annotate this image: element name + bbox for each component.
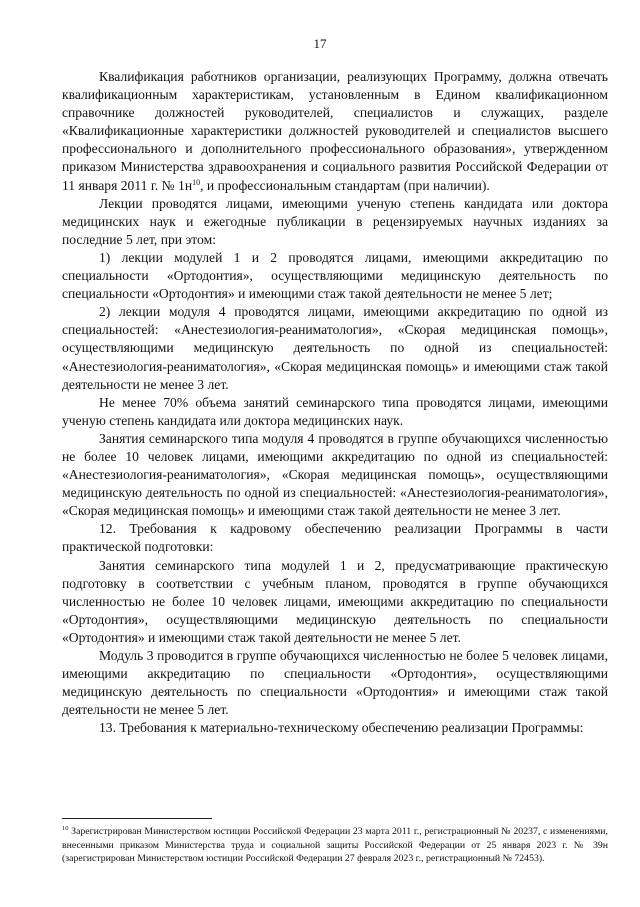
footnote-mark: 10 <box>62 825 69 832</box>
main-text <box>62 68 608 737</box>
paragraph-lectures-module-4: 2) лекции модуля 4 проводятся лицами, имеющими аккредитацию по одной из специальностей: «Анестезиология-реаниматология», «Скорая медицинская помощь», осуществляющими медицинскую деятельность по одной из специальностей: «Анестезиология-реаниматология», «Скорая медицинская помощь» и имеющими стаж такой деятельности не менее 3 лет. <box>62 304 608 392</box>
paragraph-seminar-module-4: Занятия семинарского типа модуля 4 проводятся в группе обучающихся численностью не более 10 человек лицами, имеющими аккредитацию по одной из специальностей: «Анестезиология-реаниматология», «Скорая медицинская помощь», осуществляющими медицинскую деятельность по одной из специальностей: «Анестезиология-реаниматология», «Скорая медицинская помощь» и имеющими стаж такой деятельности не менее 3 лет. <box>62 430 608 519</box>
paragraph-lectures-modules-1-2: 1) лекции модулей 1 и 2 проводятся лицами, имеющими аккредитацию по специальности «Ортодонтия», осуществляющими медицинскую деятельность по специальности «Ортодонтия» и имеющими стаж такой деятельности не менее 5 лет; <box>62 249 608 302</box>
paragraph-lectures: Лекции проводятся лицами, имеющими ученую степень кандидата или доктора медицинских наук и ежегодные публикации в рецензируемых научных изданиях за последние 5 лет, при этом: <box>62 195 608 247</box>
paragraph-section-13-heading: 13. Требования к материально-техническому обеспечению реализации Программы: <box>99 720 584 736</box>
page-number: 17 <box>313 36 327 51</box>
footnote-divider <box>62 818 212 819</box>
paragraph-seminar-share: Не менее 70% объема занятий семинарского типа проводятся лицами, имеющими ученую степень кандидата или доктора медицинских наук. <box>62 394 608 428</box>
paragraph-section-12-heading: 12. Требования к кадровому обеспечению реализации Программы в части практической подготовки: <box>62 521 608 555</box>
paragraph-module-3: Модуль 3 проводится в группе обучающихся численностью не более 5 человек лицами, имеющими аккредитацию по специальности «Ортодонтия», осуществляющими медицинскую деятельность по специальности «Ортодонтия» и имеющими стаж такой деятельности не менее 5 лет. <box>62 648 608 718</box>
footnote <box>62 825 608 866</box>
paragraph-qualification: Квалификация работников организации, реализующих Программу, должна отвечать квалификационным характеристикам, установленным в Едином квалификационном справочнике должностей руководителей, специалистов и служащих, разделе «Квалификационные характеристики должностей руководителей и специалистов высшего профессионального и дополнительного профессионального образования», утвержденном приказом Министерства здравоохранения и социального развития Российской Федерации от 11 января 2011 г. № $1н^{10}$, и профессиональным стандартам (при наличии). <box>62 69 608 193</box>
paragraph-practical-modules-1-2: Занятия семинарского типа модулей 1 и 2, предусматривающие практическую подготовку в соответствии с учебным планом, проводятся в группе обучающихся численностью не более 10 человек лицами, имеющими аккредитацию по специальности «Ортодонтия», осуществляющими медицинскую деятельность по специальности «Ортодонтия» и имеющими стаж такой деятельности не менее 5 лет. <box>62 557 608 645</box>
footnote-reference: 10 <box>192 177 201 187</box>
footnote-text: Зарегистрирован Министерством юстиции Российской Федерации 23 марта 2011 г., регистрационный № 20237, с изменениями, внесенными приказом Министерства труда и социальной защиты Российской Федерации от 25 января 2023 г. № 39н (зарегистрирован Министерством юстиции Российской Федерации 27 февраля 2023 г., регистрационный № 72453). <box>62 826 608 865</box>
